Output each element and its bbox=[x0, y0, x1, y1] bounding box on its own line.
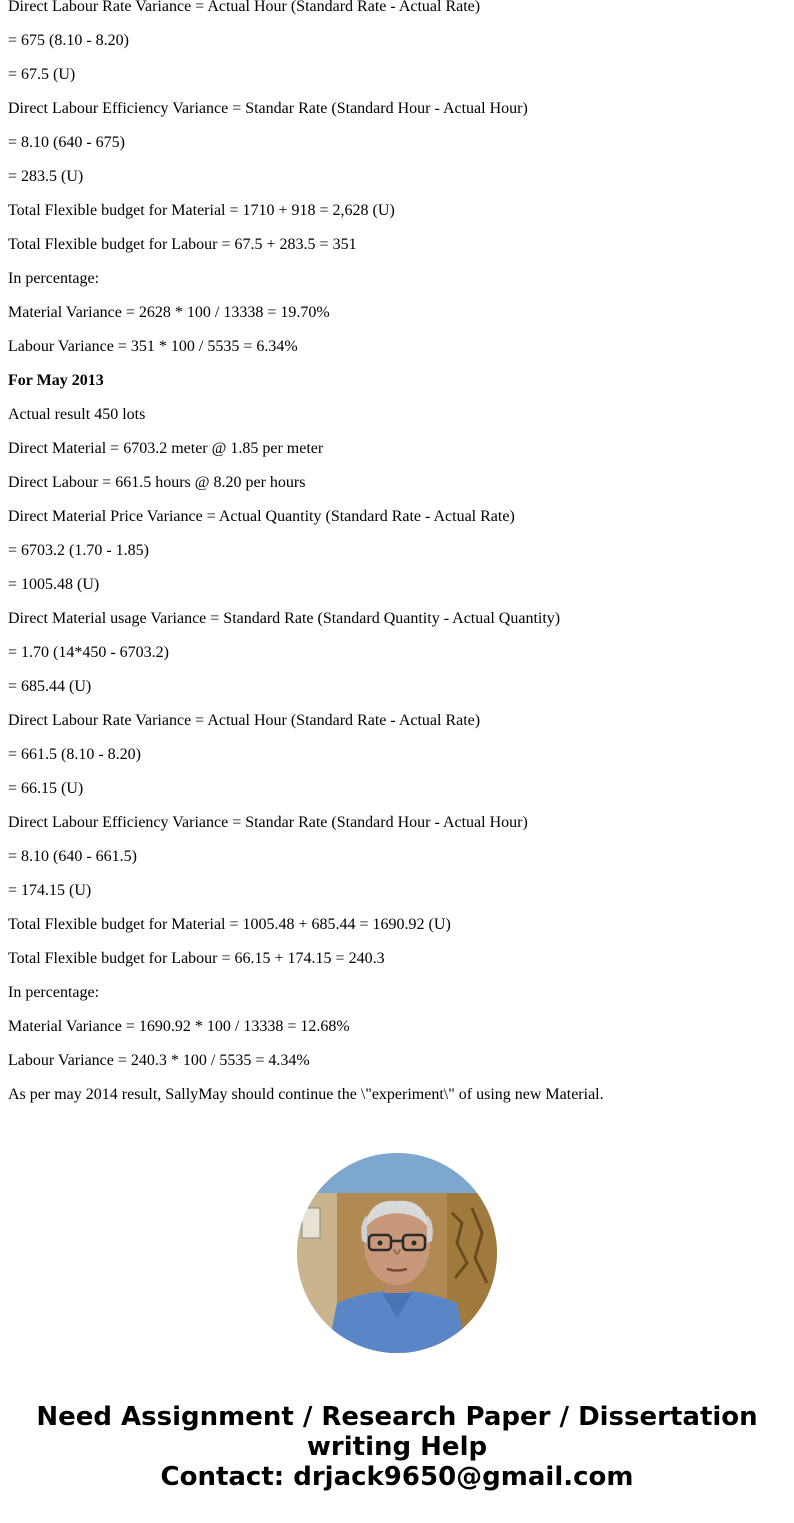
text-line: Direct Labour Efficiency Variance = Standar Rate (Standard Hour - Actual Hour) bbox=[8, 814, 528, 831]
text-line: Direct Labour Rate Variance = Actual Hour (Standard Rate - Actual Rate) bbox=[8, 712, 481, 729]
cta-line-1: Need Assignment / Research Paper / Dissertation bbox=[36, 1402, 758, 1432]
text-line: = 6703.2 (1.70 - 1.85) bbox=[8, 542, 150, 559]
text-line: Material Variance = 1690.92 * 100 / 13338 = 12.68% bbox=[8, 1018, 350, 1035]
text-line: Direct Material = 6703.2 meter @ 1.85 per meter bbox=[8, 440, 324, 457]
text-line: = 661.5 (8.10 - 8.20) bbox=[8, 746, 142, 763]
text-line: As per may 2014 result, SallyMay should continue the \"experiment\" of using new Material. bbox=[8, 1086, 604, 1103]
text-line: = 675 (8.10 - 8.20) bbox=[8, 32, 130, 49]
text-line: Material Variance = 2628 * 100 / 13338 = 19.70% bbox=[8, 304, 330, 321]
text-line: Total Flexible budget for Material = 1005.48 + 685.44 = 1690.92 (U) bbox=[8, 916, 451, 933]
contact-banner bbox=[0, 1402, 794, 1492]
text-line: Direct Labour Rate Variance = Actual Hour (Standard Rate - Actual Rate) bbox=[8, 0, 481, 15]
text-line: = 8.10 (640 - 675) bbox=[8, 134, 126, 151]
text-line: = 8.10 (640 - 661.5) bbox=[8, 848, 138, 865]
text-line: Direct Material Price Variance = Actual Quantity (Standard Rate - Actual Rate) bbox=[8, 508, 515, 525]
text-line: Total Flexible budget for Labour = 67.5 + 283.5 = 351 bbox=[8, 236, 357, 253]
text-line: = 283.5 (U) bbox=[8, 168, 84, 185]
text-line: In percentage: bbox=[8, 270, 100, 287]
text-line: Labour Variance = 240.3 * 100 / 5535 = 4.34% bbox=[8, 1052, 310, 1069]
text-line: In percentage: bbox=[8, 984, 100, 1001]
text-line: = 1005.48 (U) bbox=[8, 576, 100, 593]
text-line: = 1.70 (14*450 - 6703.2) bbox=[8, 644, 170, 661]
text-line: Direct Labour = 661.5 hours @ 8.20 per hours bbox=[8, 474, 306, 491]
author-portrait-icon bbox=[297, 1153, 497, 1353]
text-line: Actual result 450 lots bbox=[8, 406, 146, 423]
text-line: Direct Labour Efficiency Variance = Standar Rate (Standard Hour - Actual Hour) bbox=[8, 100, 528, 117]
text-line: = 67.5 (U) bbox=[8, 66, 76, 83]
text-line: = 685.44 (U) bbox=[8, 678, 92, 695]
solution-text bbox=[8, 0, 788, 1120]
text-line: Labour Variance = 351 * 100 / 5535 = 6.34% bbox=[8, 338, 298, 355]
text-line: = 174.15 (U) bbox=[8, 882, 92, 899]
text-line: = 66.15 (U) bbox=[8, 780, 84, 797]
text-line: Total Flexible budget for Labour = 66.15 + 174.15 = 240.3 bbox=[8, 950, 385, 967]
cta-line-2: writing Help bbox=[306, 1432, 488, 1462]
section-heading: For May 2013 bbox=[8, 372, 104, 389]
text-line: Total Flexible budget for Material = 1710 + 918 = 2,628 (U) bbox=[8, 202, 395, 219]
author-avatar bbox=[297, 1153, 497, 1353]
text-line: Direct Material usage Variance = Standard Rate (Standard Quantity - Actual Quantity) bbox=[8, 610, 561, 627]
cta-line-3: Contact: drjack9650@gmail.com bbox=[160, 1462, 634, 1492]
